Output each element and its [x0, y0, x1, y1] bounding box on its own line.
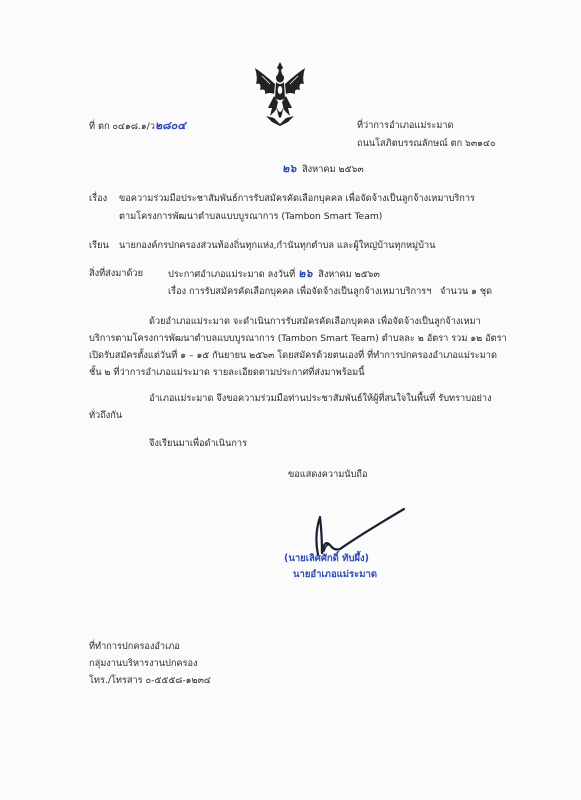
subject-line1: ขอความร่วมมือประชาสัมพันธ์การรับสมัครคัดเลือกบุคคล เพื่อจัดจ้างเป็นลูกจ้างเหมาบริการ — [119, 193, 475, 204]
enclosure-line1 — [168, 268, 380, 281]
enclosure-label: สิ่งที่ส่งมาด้วย — [89, 268, 143, 279]
enclosure-line1-day: ๒๖ — [298, 267, 313, 280]
document-reference — [89, 120, 186, 133]
office-address-line2: ถนนโสภิตบรรณลักษณ์ ตก ๖๓๑๔๐ — [357, 138, 496, 149]
document-date-rest: สิงหาคม ๒๕๖๓ — [302, 164, 364, 175]
closing-salutation: ขอแสดงความนับถือ — [288, 469, 368, 480]
footer-line1: ที่ทำการปกครองอำเภอ — [89, 641, 180, 652]
footer-line2: กลุ่มงานบริหารงานปกครอง — [89, 658, 198, 669]
body-p1-line1: ด้วยอำเภอแม่ระมาด จะดำเนินการรับสมัครคัดเลือกบุคคล เพื่อจัดจ้างเป็นลูกจ้างเหมา — [149, 316, 481, 327]
subject-label: เรื่อง — [89, 193, 108, 204]
enclosure-count: จำนวน ๑ ชุด — [440, 286, 493, 297]
footer-line3: โทร./โทรสาร ๐-๕๕๕๘-๑๒๓๔ — [89, 675, 211, 686]
body-p1-line3: เปิดรับสมัครตั้งแต่วันที่ ๑ – ๑๕ กันยายน ๒๕๖๓ โดยสมัครด้วยตนเองที่ ที่ทำการปกครองอำเภอแม่ระมาด — [89, 350, 497, 361]
document-date-day: ๒๖ — [282, 162, 297, 175]
enclosure-line2: เรื่อง การรับสมัครคัดเลือกบุคคล เพื่อจัดจ้างเป็นลูกจ้างเหมาบริการฯ — [168, 286, 432, 297]
recipient-label: เรียน — [89, 240, 109, 251]
body-p3: จึงเรียนมาเพื่อดำเนินการ — [149, 438, 248, 449]
garuda-emblem-icon — [252, 60, 308, 126]
document-reference-number: ๒๘๐๔ — [154, 119, 186, 132]
body-p2-line2: ทั่วถึงกัน — [89, 410, 123, 421]
body-p1-line4: ชั้น ๒ ที่ว่าการอำเภอแม่ระมาด รายละเอียดตามประกาศที่ส่งมาพร้อมนี้ — [89, 367, 365, 378]
body-p1-line2: บริการตามโครงการพัฒนาตำบลแบบบูรณาการ (Tambon Smart Team) ตำบลละ ๒ อัตรา รวม ๑๒ อัตรา — [89, 333, 507, 344]
enclosure-line1-suffix: สิงหาคม ๒๕๖๓ — [318, 269, 380, 280]
signatory-name: (นายเลิศศักดิ์ ทับผึ้ง) — [284, 553, 369, 564]
enclosure-line1-prefix: ประกาศอำเภอแม่ระมาด ลงวันที่ — [168, 269, 296, 280]
signatory-title: นายอำเภอแม่ระมาด — [293, 569, 378, 580]
subject-line2: ตามโครงการพัฒนาตำบลแบบบูรณาการ (Tambon Smart Team) — [119, 211, 383, 222]
document-reference-prefix: ที่ ตก ๐๔๑๘.๑/ว — [89, 121, 155, 132]
document-date — [282, 163, 364, 176]
body-p2-line1: อำเภอแม่ระมาด จึงขอความร่วมมือท่านประชาสัมพันธ์ให้ผู้ที่สนใจในพื้นที่ รับทราบอย่าง — [149, 393, 492, 404]
office-address-line1: ที่ว่าการอำเภอแม่ระมาด — [357, 120, 454, 131]
recipient-text: นายกองค์กรปกครองส่วนท้องถิ่นทุกแห่ง,กำนันทุกตำบล และผู้ใหญ่บ้านทุกหมู่บ้าน — [119, 240, 436, 251]
